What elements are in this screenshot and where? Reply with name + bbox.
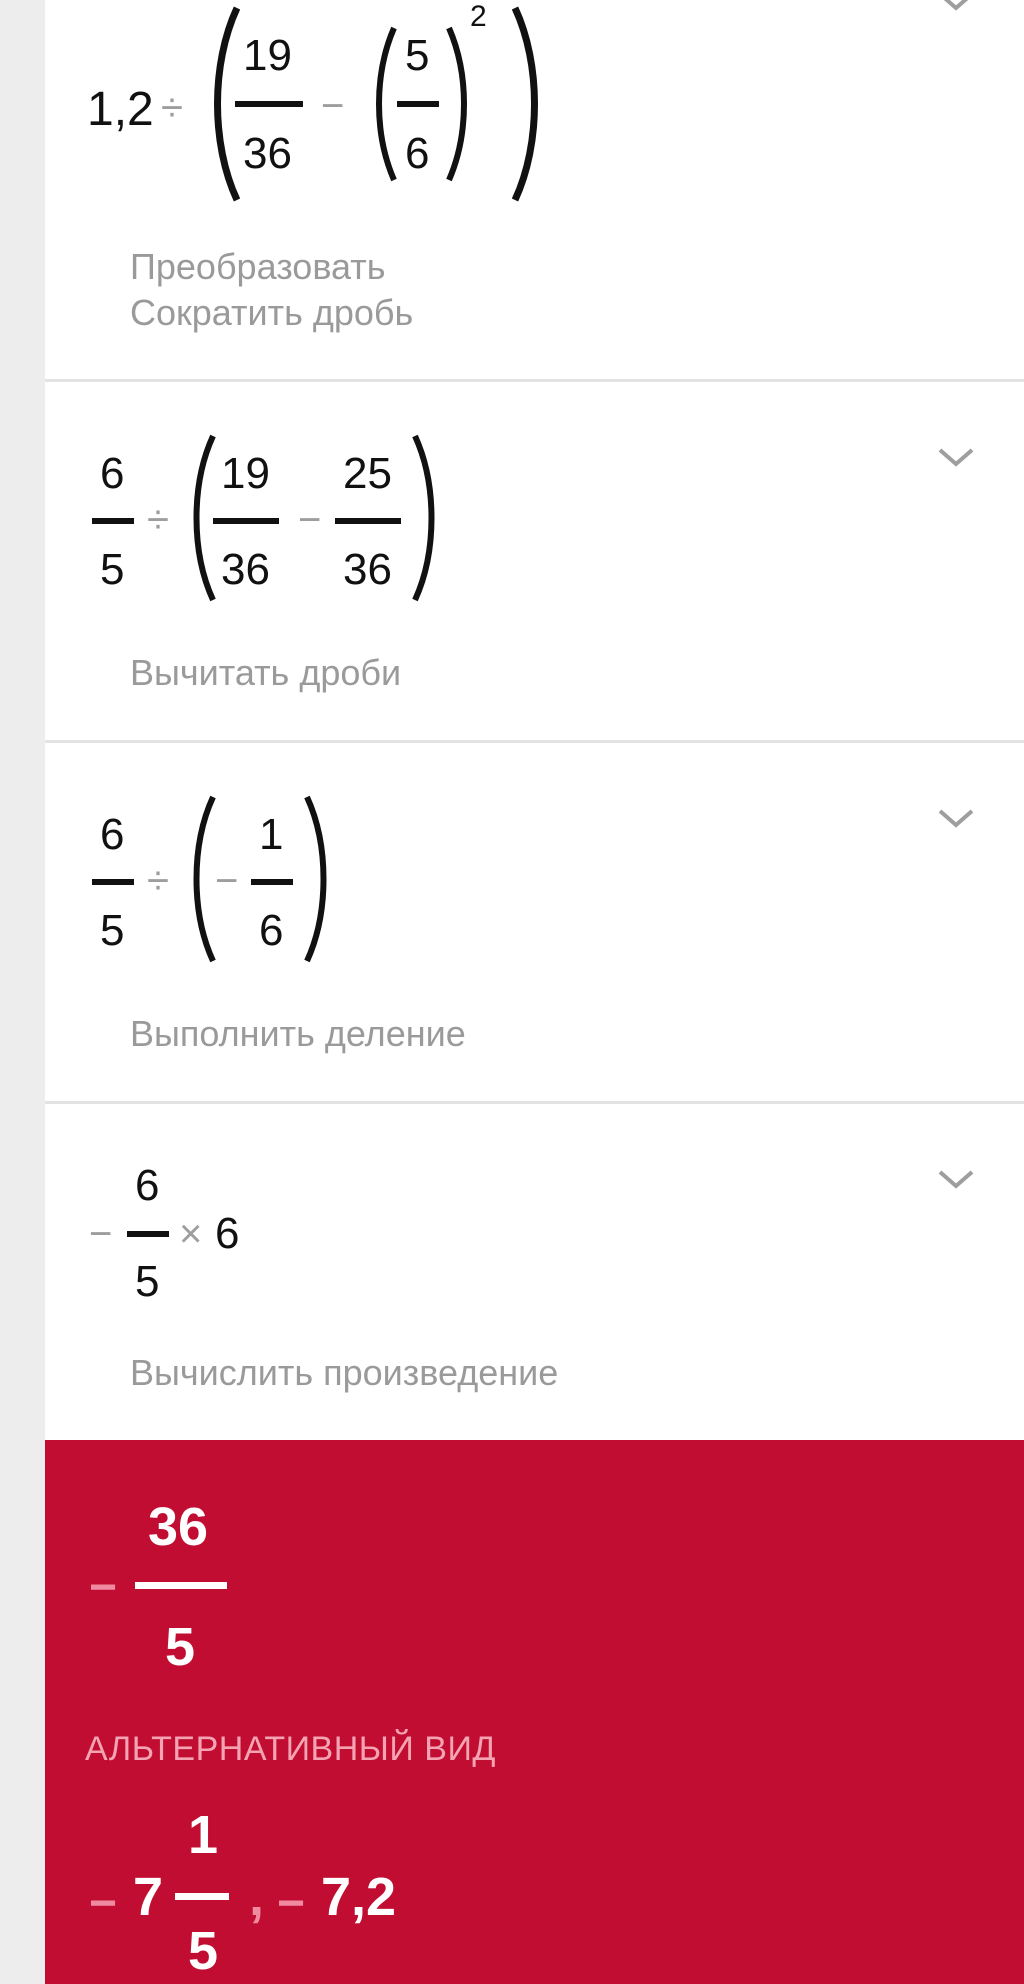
fraction-b-numerator: 5 <box>405 31 430 80</box>
divide-operator: ÷ <box>147 859 169 903</box>
paren-close <box>299 793 335 965</box>
chevron-down-icon[interactable] <box>932 799 980 839</box>
minus-operator: − <box>298 498 322 542</box>
fraction-3-denominator: 36 <box>343 545 392 594</box>
step-3[interactable] <box>45 743 1024 1101</box>
result-denominator: 5 <box>165 1617 196 1677</box>
step-4[interactable] <box>45 1104 1024 1440</box>
result-numerator: 36 <box>148 1497 209 1557</box>
divide-operator: ÷ <box>161 86 183 130</box>
whole-number: 1,2 <box>87 83 154 136</box>
fraction-denominator: 5 <box>135 1257 160 1306</box>
fraction-1-denominator: 5 <box>100 906 125 955</box>
chevron-down-icon[interactable] <box>932 0 980 22</box>
fraction-2-denominator: 36 <box>221 545 270 594</box>
step-2[interactable] <box>45 382 1024 740</box>
fraction-2-numerator: 1 <box>259 810 284 859</box>
paren-close <box>507 4 547 204</box>
fraction-2-denominator: 6 <box>259 906 284 955</box>
alt-separator: , <box>249 1867 265 1927</box>
paren-close <box>407 432 443 604</box>
step-1-rule-line-1: Преобразовать <box>130 246 386 287</box>
fraction-3-numerator: 25 <box>343 449 392 498</box>
step-4-rule: Вычислить произведение <box>130 1352 559 1393</box>
alt-decimal-value: 7,2 <box>321 1867 397 1927</box>
alternative-form-title: АЛЬТЕРНАТИВНЫЙ ВИД <box>85 1730 496 1768</box>
fraction-1-numerator: 6 <box>100 810 125 859</box>
fraction-1-bar <box>92 518 134 524</box>
fraction-numerator: 6 <box>135 1161 160 1210</box>
minus-operator: − <box>321 84 345 128</box>
fraction-2-bar <box>213 518 279 524</box>
fraction-3-bar <box>335 518 401 524</box>
fraction-b-bar <box>397 101 439 107</box>
fraction-1-denominator: 5 <box>100 545 125 594</box>
result-fraction-bar <box>135 1582 227 1589</box>
fraction-2-numerator: 19 <box>221 449 270 498</box>
fraction-1-bar <box>92 879 134 885</box>
minus-sign: − <box>215 859 239 903</box>
fraction-a-bar <box>235 101 303 107</box>
step-2-rule: Вычитать дроби <box>130 652 402 693</box>
alt-mixed-fraction-bar <box>175 1893 229 1900</box>
alt-mixed-denominator: 5 <box>188 1921 219 1981</box>
alt-decimal-minus-sign: − <box>277 1877 306 1930</box>
fraction-bar <box>127 1231 169 1237</box>
alt-mixed-numerator: 1 <box>188 1805 219 1865</box>
exponent: 2 <box>470 0 487 33</box>
step-1-rule-line-2: Сократить дробь <box>130 292 414 333</box>
chevron-down-icon[interactable] <box>932 1160 980 1200</box>
result-minus-sign: − <box>89 1561 118 1614</box>
minus-sign: − <box>89 1212 113 1256</box>
divide-operator: ÷ <box>147 498 169 542</box>
factor: 6 <box>215 1209 240 1258</box>
fraction-a-numerator: 19 <box>243 31 292 80</box>
result-panel <box>45 1440 1024 1984</box>
fraction-b-denominator: 6 <box>405 129 430 178</box>
fraction-1-numerator: 6 <box>100 449 125 498</box>
fraction-2-bar <box>251 879 293 885</box>
chevron-down-icon[interactable] <box>932 438 980 478</box>
alt-mixed-minus-sign: − <box>89 1877 118 1930</box>
step-3-rule: Выполнить деление <box>130 1013 466 1054</box>
alt-mixed-whole: 7 <box>133 1867 164 1927</box>
fraction-a-denominator: 36 <box>243 129 292 178</box>
multiply-operator: × <box>179 1212 203 1256</box>
step-1[interactable] <box>45 0 1024 379</box>
paren-inner-open <box>370 24 400 184</box>
paren-inner-close <box>443 24 473 184</box>
